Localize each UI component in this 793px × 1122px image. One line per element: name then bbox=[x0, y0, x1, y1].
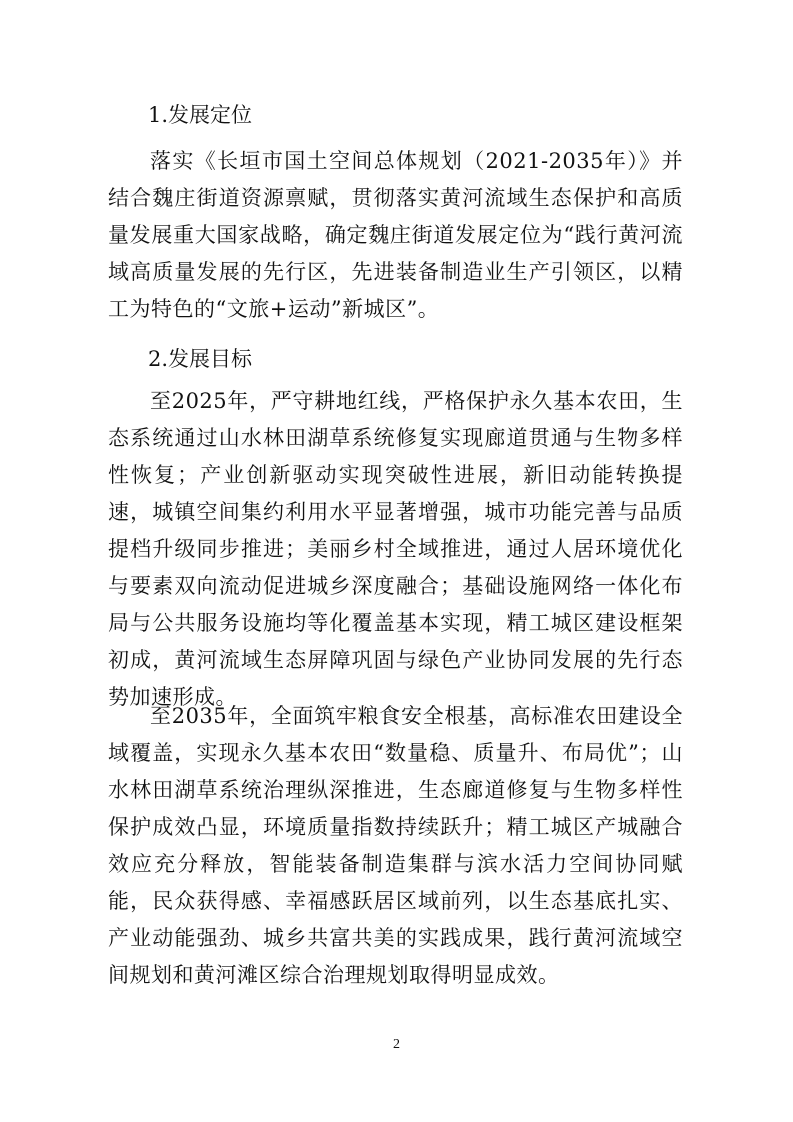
paragraph-goals-2025: 至2025年，严守耕地红线，严格保护永久基本农田，生态系统通过山水林田湖草系统修复实现廊道贯通与生物多样性恢复；产业创新驱动实现突破性进展，新旧动能转换提速，城镇空间集约利用水平显著增强，城市功能完善与品质提档升级同步推进；美丽乡村全域推进，通过人居环境优化与要素双向流动促进城乡深度融合；基础设施网络一体化布局与公共服务设施均等化覆盖基本实现，精工城区建设框架初成，黄河流域生态屏障巩固与绿色产业协同发展的先行态势加速形成。 bbox=[108, 389, 683, 709]
section-heading-goals: 2.发展目标 bbox=[148, 347, 253, 371]
paragraph-goals-2035: 至2035年，全面筑牢粮食安全根基，高标准农田建设全域覆盖，实现永久基本农田“数量稳、质量升、布局优”；山水林田湖草系统治理纵深推进，生态廊道修复与生物多样性保护成效凸显，环境质量指数持续跃升；精工城区产城融合效应充分释放，智能装备制造集群与滨水活力空间协同赋能，民众获得感、幸福感跃居区域前列，以生态基底扎实、产业动能强劲、城乡共富共美的实践成果，践行黄河流域空间规划和黄河滩区综合治理规划取得明显成效。 bbox=[108, 704, 683, 987]
section-heading-positioning: 1.发展定位 bbox=[148, 103, 253, 127]
paragraph-positioning: 落实《长垣市国土空间总体规划（2021-2035年）》并结合魏庄街道资源禀赋，贯彻落实黄河流域生态保护和高质量发展重大国家战略，确定魏庄街道发展定位为“践行黄河流域高质量发展的先行区，先进装备制造业生产引领区，以精工为特色的“文旅+运动”新城区”。 bbox=[108, 149, 683, 321]
page-number: 2 bbox=[393, 1037, 400, 1052]
